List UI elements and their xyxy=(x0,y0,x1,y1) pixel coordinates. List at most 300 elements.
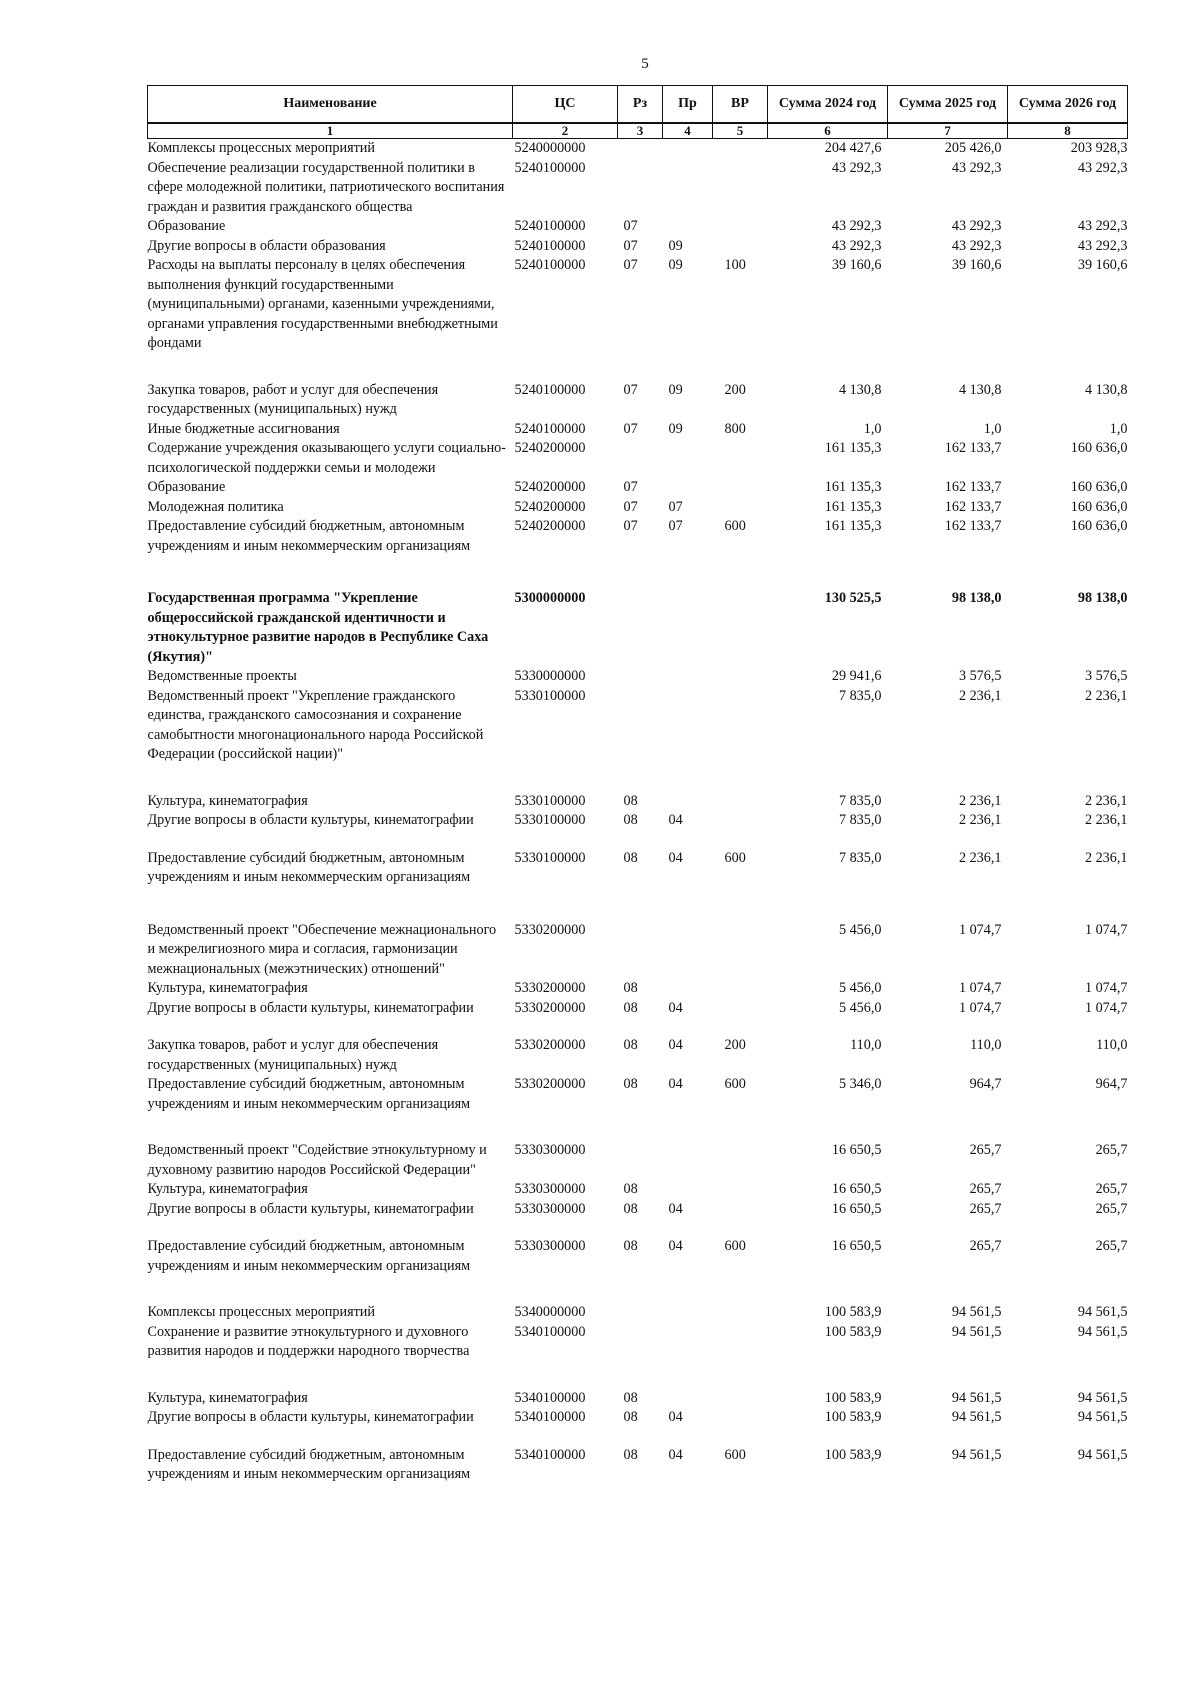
row-name: Предоставление субсидий бюджетным, автономным учреждениям и иным некоммерческим организациям xyxy=(147,518,471,554)
row-pr: 04 xyxy=(668,1238,683,1254)
row-cs: 5330200000 xyxy=(514,1037,586,1053)
row-sum-2025: 3 576,5 xyxy=(958,668,1002,684)
row-cs: 5340100000 xyxy=(514,1409,586,1425)
row-sum-2025: 98 138,0 xyxy=(951,590,1002,606)
row-vr xyxy=(713,1114,768,1180)
header-vr: ВР xyxy=(713,86,768,124)
row-vr xyxy=(713,1362,768,1409)
row-name: Ведомственный проект "Содействие этнокультурному и духовному развитию народов Российской Федерации" xyxy=(147,1142,487,1178)
table-row xyxy=(148,354,1128,420)
row-rz: 08 xyxy=(623,1076,638,1092)
table-row xyxy=(148,1075,1128,1114)
row-name: Другие вопросы в области культуры, кинематографии xyxy=(147,812,474,828)
row-cs: 5240200000 xyxy=(514,498,586,515)
row-name: Иные бюджетные ассигнования xyxy=(147,420,340,437)
row-sum-2025: 94 561,5 xyxy=(951,1323,1002,1340)
row-name: Сохранение и развитие этнокультурного и духовного развития народов и поддержки народного творчества xyxy=(147,1323,470,1359)
table-row xyxy=(148,159,1128,218)
row-sum-2025: 162 133,7 xyxy=(944,440,1002,456)
row-pr xyxy=(663,478,713,498)
row-pr xyxy=(663,1362,713,1409)
row-sum-2024: 100 583,9 xyxy=(824,1304,882,1320)
row-pr: 04 xyxy=(668,999,683,1016)
row-name: Закупка товаров, работ и услуг для обеспечения государственных (муниципальных) нужд xyxy=(147,381,439,417)
row-pr: 04 xyxy=(668,1409,683,1425)
row-vr xyxy=(713,888,768,980)
row-pr: 04 xyxy=(668,1200,683,1217)
table-row xyxy=(148,217,1128,237)
row-name: Ведомственный проект "Укрепление гражданского единства, гражданского самосознания и сохранение самобытности многонационального народа Российской Федерации (российской нации)" xyxy=(147,687,484,762)
table-row xyxy=(148,517,1128,556)
header-pr: Пр xyxy=(663,86,713,124)
table-row xyxy=(148,1200,1128,1220)
row-sum-2024: 5 456,0 xyxy=(838,921,882,938)
row-sum-2025: 94 561,5 xyxy=(951,1409,1002,1425)
row-sum-2026: 265,7 xyxy=(1095,1181,1128,1197)
row-name: Культура, кинематография xyxy=(147,980,308,996)
row-sum-2024: 39 160,6 xyxy=(831,257,882,273)
budget-table xyxy=(147,85,1128,1485)
row-sum-2026: 265,7 xyxy=(1095,1200,1128,1217)
row-name: Закупка товаров, работ и услуг для обеспечения государственных (муниципальных) нужд xyxy=(147,1037,439,1073)
row-sum-2024: 161 135,3 xyxy=(824,498,882,515)
row-vr: 800 xyxy=(724,420,746,437)
row-name: Культура, кинематография xyxy=(147,792,308,809)
row-name: Образование xyxy=(147,479,226,495)
row-sum-2026: 160 636,0 xyxy=(1070,498,1128,515)
row-sum-2026: 964,7 xyxy=(1095,1076,1128,1092)
row-sum-2024: 100 583,9 xyxy=(824,1446,882,1463)
row-pr xyxy=(663,667,713,687)
row-sum-2025: 2 236,1 xyxy=(958,792,1002,809)
row-name: Содержание учреждения оказывающего услуги социально-психологической поддержки семьи и молодежи xyxy=(147,440,507,476)
row-rz: 08 xyxy=(623,1200,638,1217)
table-row xyxy=(148,1180,1128,1200)
row-sum-2026: 94 561,5 xyxy=(1077,1304,1128,1320)
row-sum-2025: 265,7 xyxy=(969,1200,1002,1217)
row-vr xyxy=(713,139,768,159)
row-rz: 07 xyxy=(623,257,638,273)
row-cs: 5240100000 xyxy=(514,257,586,273)
row-sum-2026: 1,0 xyxy=(1109,420,1128,437)
table-row xyxy=(148,556,1128,667)
row-cs: 5340100000 xyxy=(514,1446,586,1463)
row-sum-2025: 94 561,5 xyxy=(951,1446,1002,1463)
row-sum-2025: 2 236,1 xyxy=(958,812,1002,828)
row-sum-2026: 2 236,1 xyxy=(1084,792,1128,809)
row-sum-2025: 2 236,1 xyxy=(958,687,1002,704)
row-sum-2026: 94 561,5 xyxy=(1077,1389,1128,1406)
row-cs: 5330100000 xyxy=(514,849,586,866)
row-sum-2026: 94 561,5 xyxy=(1077,1323,1128,1340)
row-pr: 09 xyxy=(668,381,683,398)
table-row xyxy=(148,237,1128,257)
row-vr xyxy=(713,667,768,687)
row-name: Молодежная политика xyxy=(147,498,284,515)
row-sum-2025: 265,7 xyxy=(969,1181,1002,1197)
row-vr xyxy=(713,687,768,765)
row-sum-2026: 2 236,1 xyxy=(1084,687,1128,704)
row-cs: 5330300000 xyxy=(514,1200,586,1217)
page-number: 5 xyxy=(641,56,649,72)
row-sum-2025: 43 292,3 xyxy=(951,159,1002,176)
row-cs: 5330100000 xyxy=(514,687,586,704)
table-row xyxy=(148,811,1128,831)
row-vr xyxy=(713,237,768,257)
row-pr xyxy=(663,139,713,159)
row-name: Культура, кинематография xyxy=(147,1389,308,1406)
row-vr xyxy=(713,556,768,667)
row-vr xyxy=(713,478,768,498)
row-sum-2026: 2 236,1 xyxy=(1084,812,1128,828)
row-vr xyxy=(713,979,768,999)
row-pr xyxy=(663,979,713,999)
row-name: Государственная программа "Укрепление общероссийской гражданской идентичности и этнокультурное развитие народов в Республике Саха (Якутия)" xyxy=(147,590,489,665)
row-rz: 08 xyxy=(623,812,638,828)
row-sum-2026: 43 292,3 xyxy=(1077,218,1128,234)
row-sum-2024: 204 427,6 xyxy=(824,140,882,156)
row-sum-2024: 4 130,8 xyxy=(838,381,882,398)
row-sum-2024: 7 835,0 xyxy=(838,849,882,866)
row-sum-2026: 94 561,5 xyxy=(1077,1446,1128,1463)
row-sum-2024: 43 292,3 xyxy=(831,237,882,254)
row-rz xyxy=(618,667,663,687)
table-row xyxy=(148,1408,1128,1428)
row-cs: 5330100000 xyxy=(514,812,586,828)
column-number: 6 xyxy=(768,123,888,139)
row-rz: 08 xyxy=(623,999,638,1016)
row-pr: 07 xyxy=(668,498,683,515)
row-rz: 08 xyxy=(623,1389,638,1406)
row-cs: 5330200000 xyxy=(514,1076,586,1092)
row-name: Комплексы процессных мероприятий xyxy=(147,140,375,156)
row-pr xyxy=(663,217,713,237)
row-pr: 04 xyxy=(668,849,683,866)
row-vr xyxy=(713,1180,768,1200)
row-name: Ведомственные проекты xyxy=(147,668,297,684)
row-rz xyxy=(618,687,663,765)
row-vr: 600 xyxy=(724,1238,746,1254)
row-pr: 04 xyxy=(668,812,683,828)
row-sum-2024: 43 292,3 xyxy=(831,218,882,234)
row-vr: 600 xyxy=(724,849,746,866)
row-pr: 09 xyxy=(668,237,683,254)
table-row xyxy=(148,765,1128,812)
row-sum-2025: 39 160,6 xyxy=(951,257,1002,273)
row-sum-2025: 205 426,0 xyxy=(944,140,1002,156)
row-rz xyxy=(618,1276,663,1323)
header-name: Наименование xyxy=(148,86,513,124)
row-vr: 600 xyxy=(724,518,746,534)
row-cs: 5240100000 xyxy=(514,381,586,398)
row-rz: 07 xyxy=(623,381,638,398)
row-rz xyxy=(618,1114,663,1180)
row-sum-2026: 265,7 xyxy=(1095,1238,1128,1254)
row-sum-2025: 94 561,5 xyxy=(951,1304,1002,1320)
row-sum-2025: 110,0 xyxy=(970,1037,1002,1053)
row-cs: 5240100000 xyxy=(514,420,586,437)
table-row xyxy=(148,831,1128,888)
row-pr xyxy=(663,439,713,478)
row-sum-2026: 160 636,0 xyxy=(1070,440,1128,456)
column-number: 8 xyxy=(1008,123,1128,139)
row-sum-2026: 3 576,5 xyxy=(1084,668,1128,684)
table-row xyxy=(148,1428,1128,1485)
row-cs: 5330300000 xyxy=(514,1142,586,1158)
row-cs: 5330000000 xyxy=(514,668,586,684)
header-cs: ЦС xyxy=(513,86,618,124)
row-rz: 07 xyxy=(623,518,638,534)
row-cs: 5330100000 xyxy=(514,792,586,809)
table-row xyxy=(148,139,1128,159)
row-rz: 08 xyxy=(623,1409,638,1425)
row-sum-2026: 4 130,8 xyxy=(1084,381,1128,398)
row-sum-2024: 16 650,5 xyxy=(831,1142,882,1158)
row-sum-2026: 160 636,0 xyxy=(1070,518,1128,534)
row-sum-2024: 100 583,9 xyxy=(824,1323,882,1340)
row-name: Ведомственный проект "Обеспечение межнационального и межрелигиозного мира и согласия, гармонизации межнациональных (межэтнических) отношений" xyxy=(147,921,497,977)
row-rz: 08 xyxy=(623,980,638,996)
row-sum-2024: 7 835,0 xyxy=(838,812,882,828)
row-sum-2026: 43 292,3 xyxy=(1077,237,1128,254)
row-vr xyxy=(713,159,768,218)
row-sum-2024: 100 583,9 xyxy=(824,1389,882,1406)
header-sum-2026: Сумма 2026 год xyxy=(1008,86,1128,124)
table-row xyxy=(148,1323,1128,1362)
row-sum-2024: 161 135,3 xyxy=(824,518,882,534)
table-row xyxy=(148,1219,1128,1276)
row-cs: 5340100000 xyxy=(514,1389,586,1406)
row-sum-2026: 98 138,0 xyxy=(1077,590,1128,606)
row-sum-2025: 4 130,8 xyxy=(958,381,1002,398)
table-row xyxy=(148,1114,1128,1180)
row-pr xyxy=(663,159,713,218)
row-rz: 07 xyxy=(623,498,638,515)
row-sum-2026: 2 236,1 xyxy=(1084,849,1128,866)
column-number: 1 xyxy=(148,123,513,139)
row-name: Культура, кинематография xyxy=(147,1181,308,1197)
row-cs: 5340100000 xyxy=(514,1323,586,1340)
row-sum-2025: 162 133,7 xyxy=(944,498,1002,515)
row-rz: 07 xyxy=(623,218,638,234)
row-rz: 08 xyxy=(623,1037,638,1053)
row-sum-2024: 100 583,9 xyxy=(824,1409,882,1425)
row-sum-2024: 7 835,0 xyxy=(838,687,882,704)
header-rz: Рз xyxy=(618,86,663,124)
row-rz xyxy=(618,159,663,218)
row-cs: 5300000000 xyxy=(514,590,586,606)
row-rz: 08 xyxy=(623,792,638,809)
row-vr xyxy=(713,999,768,1019)
column-number: 4 xyxy=(663,123,713,139)
row-cs: 5330300000 xyxy=(514,1181,586,1197)
row-sum-2026: 1 074,7 xyxy=(1084,980,1128,996)
row-sum-2025: 1 074,7 xyxy=(958,980,1002,996)
row-cs: 5240000000 xyxy=(514,140,586,156)
row-cs: 5330200000 xyxy=(514,999,586,1016)
row-sum-2024: 16 650,5 xyxy=(831,1238,882,1254)
row-cs: 5340000000 xyxy=(514,1304,586,1320)
table-header xyxy=(148,86,1128,139)
row-cs: 5240200000 xyxy=(514,440,586,456)
row-rz: 08 xyxy=(623,1446,638,1463)
table-row xyxy=(148,1362,1128,1409)
row-pr xyxy=(663,556,713,667)
row-name: Предоставление субсидий бюджетным, автономным учреждениям и иным некоммерческим организациям xyxy=(147,1076,471,1112)
row-name: Расходы на выплаты персоналу в целях обеспечения выполнения функций государственными (муниципальными) органами, казенными учреждениями, органами управления государственными внебюджетными фондами xyxy=(147,257,498,351)
column-number: 7 xyxy=(888,123,1008,139)
row-sum-2025: 964,7 xyxy=(969,1076,1002,1092)
row-sum-2024: 5 456,0 xyxy=(838,999,882,1016)
row-sum-2024: 29 941,6 xyxy=(831,668,882,684)
header-sum-2025: Сумма 2025 год xyxy=(888,86,1008,124)
row-name: Предоставление субсидий бюджетным, автономным учреждениям и иным некоммерческим организациям xyxy=(147,1238,471,1274)
row-pr xyxy=(663,1323,713,1362)
row-name: Другие вопросы в области культуры, кинематографии xyxy=(147,1200,474,1217)
row-sum-2026: 1 074,7 xyxy=(1084,999,1128,1016)
row-sum-2025: 162 133,7 xyxy=(944,518,1002,534)
row-name: Образование xyxy=(147,218,226,234)
table-row xyxy=(148,439,1128,478)
table-row xyxy=(148,498,1128,518)
row-name: Другие вопросы в области образования xyxy=(147,237,386,254)
row-pr xyxy=(663,765,713,812)
row-cs: 5330300000 xyxy=(514,1238,586,1254)
row-name: Другие вопросы в области культуры, кинематографии xyxy=(147,1409,474,1425)
row-vr: 100 xyxy=(724,257,746,273)
row-pr xyxy=(663,1114,713,1180)
row-sum-2025: 94 561,5 xyxy=(951,1389,1002,1406)
row-rz xyxy=(618,888,663,980)
row-sum-2024: 161 135,3 xyxy=(824,440,882,456)
row-sum-2026: 203 928,3 xyxy=(1070,140,1128,156)
table-row xyxy=(148,687,1128,765)
row-sum-2024: 130 525,5 xyxy=(824,590,882,606)
row-pr: 04 xyxy=(668,1446,683,1463)
row-sum-2026: 110,0 xyxy=(1096,1037,1128,1053)
row-vr: 600 xyxy=(724,1446,746,1463)
row-sum-2024: 161 135,3 xyxy=(824,479,882,495)
row-sum-2025: 265,7 xyxy=(969,1142,1002,1158)
table-row xyxy=(148,979,1128,999)
row-cs: 5330200000 xyxy=(514,921,586,938)
row-pr xyxy=(663,687,713,765)
row-vr xyxy=(713,1200,768,1220)
row-vr: 600 xyxy=(724,1076,746,1092)
row-vr xyxy=(713,1323,768,1362)
row-vr xyxy=(713,498,768,518)
row-rz xyxy=(618,439,663,478)
row-vr xyxy=(713,1408,768,1428)
row-sum-2025: 162 133,7 xyxy=(944,479,1002,495)
row-name: Предоставление субсидий бюджетным, автономным учреждениям и иным некоммерческим организациям xyxy=(147,849,471,885)
row-pr: 04 xyxy=(668,1076,683,1092)
row-sum-2026: 94 561,5 xyxy=(1077,1409,1128,1425)
row-sum-2026: 43 292,3 xyxy=(1077,159,1128,176)
row-vr xyxy=(713,217,768,237)
row-vr xyxy=(713,811,768,831)
column-number: 5 xyxy=(713,123,768,139)
row-pr: 09 xyxy=(668,420,683,437)
row-rz xyxy=(618,139,663,159)
row-rz: 07 xyxy=(623,420,638,437)
row-cs: 5240200000 xyxy=(514,479,586,495)
table-body xyxy=(148,139,1128,1485)
row-sum-2024: 7 835,0 xyxy=(838,792,882,809)
row-name: Обеспечение реализации государственной политики в сфере молодежной политики, патриотического воспитания граждан и развития гражданского общества xyxy=(147,159,505,215)
table-row xyxy=(148,478,1128,498)
row-sum-2024: 1,0 xyxy=(863,420,882,437)
row-pr: 07 xyxy=(668,518,683,534)
row-rz xyxy=(618,556,663,667)
table-row xyxy=(148,420,1128,440)
row-sum-2025: 2 236,1 xyxy=(958,849,1002,866)
column-number: 2 xyxy=(513,123,618,139)
row-sum-2025: 43 292,3 xyxy=(951,237,1002,254)
row-sum-2025: 1 074,7 xyxy=(958,921,1002,938)
row-cs: 5240200000 xyxy=(514,518,586,534)
row-sum-2024: 110,0 xyxy=(850,1037,882,1053)
row-sum-2024: 16 650,5 xyxy=(831,1200,882,1217)
table-row xyxy=(148,1018,1128,1075)
row-rz xyxy=(618,1323,663,1362)
row-pr xyxy=(663,1180,713,1200)
table-row xyxy=(148,888,1128,980)
row-cs: 5240100000 xyxy=(514,218,586,234)
row-name: Комплексы процессных мероприятий xyxy=(147,1304,375,1320)
row-sum-2026: 39 160,6 xyxy=(1077,257,1128,273)
row-rz: 07 xyxy=(623,237,638,254)
row-vr: 200 xyxy=(724,381,746,398)
column-number: 3 xyxy=(618,123,663,139)
row-rz: 08 xyxy=(623,1181,638,1197)
row-sum-2024: 43 292,3 xyxy=(831,159,882,176)
row-name: Другие вопросы в области культуры, кинематографии xyxy=(147,999,474,1016)
table-row xyxy=(148,999,1128,1019)
row-sum-2025: 1 074,7 xyxy=(958,999,1002,1016)
row-cs: 5240100000 xyxy=(514,237,586,254)
row-pr xyxy=(663,888,713,980)
row-sum-2024: 16 650,5 xyxy=(831,1181,882,1197)
row-vr xyxy=(713,765,768,812)
row-rz: 08 xyxy=(623,1238,638,1254)
column-number-row xyxy=(148,123,1128,139)
row-pr: 09 xyxy=(668,257,683,273)
row-rz: 07 xyxy=(623,479,638,495)
row-sum-2024: 5 346,0 xyxy=(838,1076,882,1092)
row-vr xyxy=(713,439,768,478)
row-sum-2026: 265,7 xyxy=(1095,1142,1128,1158)
row-cs: 5240100000 xyxy=(514,159,586,176)
row-sum-2026: 1 074,7 xyxy=(1084,921,1128,938)
row-pr: 04 xyxy=(668,1037,683,1053)
table-row xyxy=(148,667,1128,687)
row-sum-2025: 1,0 xyxy=(983,420,1002,437)
table-row xyxy=(148,256,1128,354)
row-vr: 200 xyxy=(724,1037,746,1053)
row-sum-2026: 160 636,0 xyxy=(1070,479,1128,495)
row-sum-2025: 43 292,3 xyxy=(951,218,1002,234)
table-row xyxy=(148,1276,1128,1323)
row-rz: 08 xyxy=(623,849,638,866)
row-name: Предоставление субсидий бюджетным, автономным учреждениям и иным некоммерческим организациям xyxy=(147,1446,471,1482)
budget-table-container xyxy=(147,85,1127,1485)
row-sum-2024: 5 456,0 xyxy=(838,980,882,996)
row-cs: 5330200000 xyxy=(514,980,586,996)
row-vr xyxy=(713,1276,768,1323)
row-sum-2025: 265,7 xyxy=(969,1238,1002,1254)
row-pr xyxy=(663,1276,713,1323)
